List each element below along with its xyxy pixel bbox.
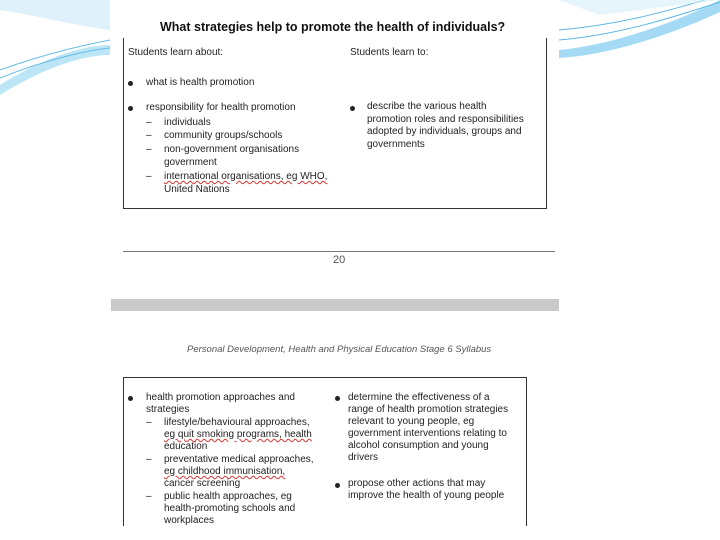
learn-item: determine the effectiveness of a: [348, 392, 490, 403]
learn-item: relevant to young people, eg: [348, 416, 475, 427]
col-left-header: Students learn about:: [128, 47, 224, 58]
dash: –: [146, 117, 152, 128]
dash: –: [146, 491, 152, 502]
page-break: [111, 299, 559, 311]
sub-item: lifestyle/behavioural approaches,: [164, 417, 310, 428]
bullet: [335, 396, 340, 401]
sub-item: eg quit smoking programs, health: [164, 429, 312, 440]
learn-item: drivers: [348, 452, 379, 463]
sub-item: cancer screening: [164, 478, 241, 489]
col-right-header: Students learn to:: [350, 47, 429, 58]
bullet: [128, 81, 133, 86]
learn-item: promotion roles and responsibilities: [367, 114, 524, 125]
sub-item: health-promoting schools and: [164, 503, 296, 514]
sub-item: public health approaches, eg: [164, 491, 292, 502]
learn-item: propose other actions that may: [348, 478, 486, 489]
about-item: responsibility for health promotion: [146, 102, 296, 113]
approach-item: strategies: [146, 404, 190, 415]
dash: –: [146, 171, 152, 182]
learn-item: alcohol consumption and young: [348, 440, 489, 451]
sub-item: preventative medical approaches,: [164, 454, 314, 465]
sub-item: community groups/schools: [164, 130, 283, 141]
sub-item: eg childhood immunisation,: [164, 466, 286, 477]
dash: –: [146, 130, 152, 141]
approach-item: health promotion approaches and: [146, 392, 295, 403]
sub-item: non-government organisations: [164, 144, 300, 155]
bullet: [350, 106, 355, 111]
dash: –: [146, 454, 152, 465]
sub-item: international organisations, eg WHO,: [164, 171, 328, 182]
sub-item: United Nations: [164, 184, 230, 195]
learn-item: government interventions relating to: [348, 428, 507, 439]
sub-item: government: [164, 157, 217, 168]
section-title: What strategies help to promote the health of individuals?: [160, 20, 506, 34]
bullet: [335, 483, 340, 488]
dash: –: [146, 144, 152, 155]
learn-item: adopted by individuals, groups and: [367, 126, 522, 137]
sub-item: workplaces: [164, 515, 215, 526]
about-item: what is health promotion: [146, 77, 255, 88]
sub-item: education: [164, 441, 208, 452]
learn-item: describe the various health: [367, 101, 487, 112]
learn-item: governments: [367, 139, 425, 150]
page-footer-rule: [123, 251, 555, 252]
sub-item: individuals: [164, 117, 211, 128]
bullet: [128, 396, 133, 401]
syllabus-header: Personal Development, Health and Physical Education Stage 6 Syllabus: [187, 344, 492, 355]
dash: –: [146, 417, 152, 428]
bullet: [128, 106, 133, 111]
page-number: 20: [333, 254, 346, 266]
learn-item: range of health promotion strategies: [348, 404, 509, 415]
learn-item: improve the health of young people: [348, 490, 505, 501]
